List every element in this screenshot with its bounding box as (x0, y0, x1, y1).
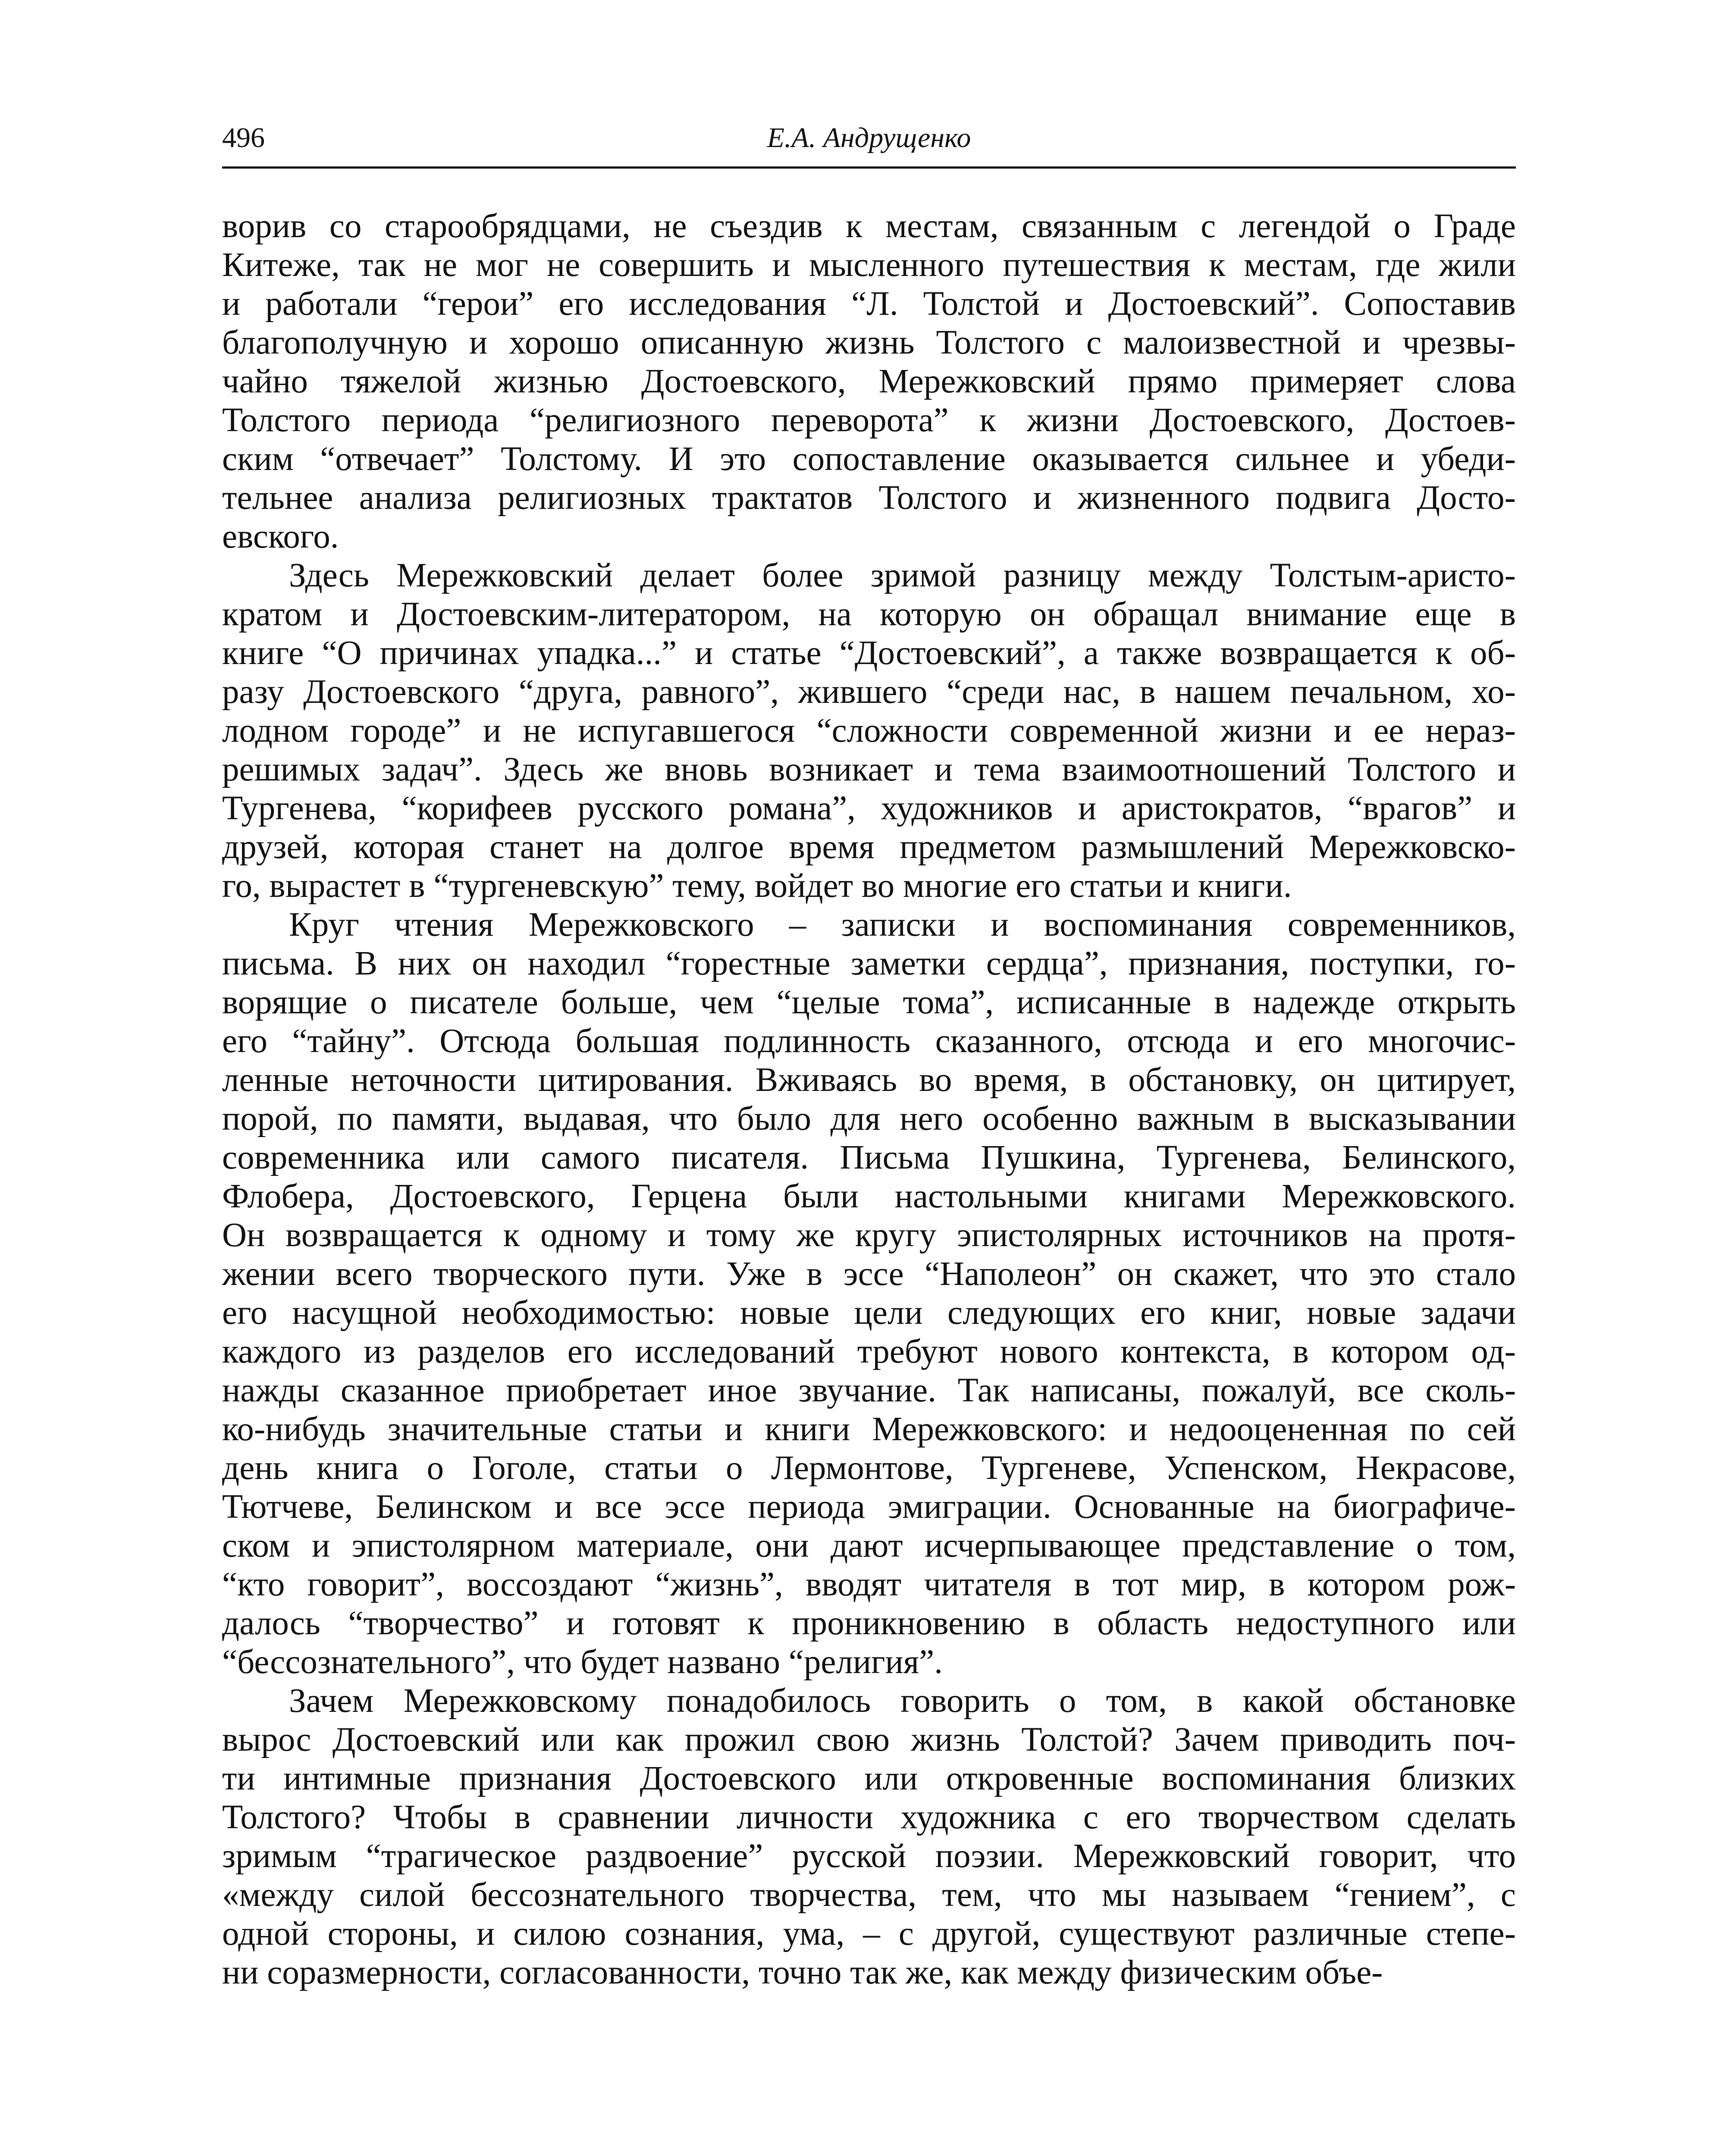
text-line: евского. (222, 518, 339, 555)
text-line: чайно тяжелой жизнью Достоевского, Мережковский прямо примеряет слова (222, 363, 1516, 400)
text-line: Толстого периода “религиозного переворота” к жизни Достоевского, Достоев- (222, 401, 1516, 439)
text-line: зримым “трагическое раздвоение” русской поэзии. Мережковский говорит, что (222, 1837, 1516, 1875)
text-line: Тютчеве, Белинском и все эссе периода эмиграции. Основанные на биографиче- (222, 1488, 1516, 1526)
text-line: разу Достоевского “друга, равного”, жившего “среди нас, в нашем печальном, хо- (222, 673, 1516, 711)
header-rule (222, 166, 1516, 169)
running-head (222, 116, 1516, 160)
text-line: ском и эпистолярном материале, они дают исчерпывающее представление о том, (222, 1527, 1516, 1564)
text-line: Он возвращается к одному и тому же кругу эпистолярных источников на протя- (222, 1216, 1516, 1254)
text-line: ти интимные признания Достоевского или откровенные воспоминания близких (222, 1760, 1516, 1797)
text-line: ским “отвечает” Толстому. И это сопоставление оказывается сильнее и убеди- (222, 440, 1516, 478)
text-line: нажды сказанное приобретает иное звучание. Так написаны, пожалуй, все сколь- (222, 1372, 1516, 1409)
text-line: лодном городе” и не испугавшегося “сложности современной жизни и ее нераз- (222, 712, 1516, 749)
text-line: “бессознательного”, что будет названо “религия”. (222, 1643, 943, 1681)
text-line: друзей, которая станет на долгое время предметом размышлений Мережковско- (222, 828, 1516, 866)
text-line: Зачем Мережковскому понадобилось говорить о том, в какой обстановке (289, 1682, 1516, 1720)
paragraph (222, 906, 1516, 1682)
text-line: книге “О причинах упадка...” и статье “Достоевский”, а также возвращается к об- (222, 634, 1516, 672)
text-line: и работали “герои” его исследования “Л. Толстой и Достоевский”. Сопоставив (222, 285, 1516, 323)
text-line: вырос Достоевский или как прожил свою жизнь Толстой? Зачем приводить поч- (222, 1721, 1516, 1758)
paragraph (222, 556, 1516, 906)
text-line: кратом и Достоевским-литератором, на которую он обращал внимание еще в (222, 595, 1516, 633)
text-line: Тургенева, “корифеев русского романа”, художников и аристократов, “врагов” и (222, 790, 1516, 827)
text-line: Круг чтения Мережковского – записки и воспоминания современников, (289, 906, 1516, 943)
text-line: современника или самого писателя. Письма Пушкина, Тургенева, Белинского, (222, 1139, 1516, 1176)
text-line: порой, по памяти, выдавая, что было для него особенно важным в высказывании (222, 1100, 1516, 1138)
text-line: го, вырастет в “тургеневскую” тему, войдет во многие его статьи и книги. (222, 867, 1292, 905)
paragraph (222, 1682, 1516, 1992)
text-line: Китеже, так не мог не совершить и мысленного путешествия к местам, где жили (222, 246, 1516, 284)
text-line: ворящие о писателе больше, чем “целые тома”, исписанные в надежде открыть (222, 984, 1516, 1021)
text-line: Толстого? Чтобы в сравнении личности художника с его творчеством сделать (222, 1799, 1516, 1836)
body-text (222, 207, 1516, 1992)
page-number: 496 (222, 122, 265, 154)
text-line: одной стороны, и силою сознания, ума, – с другой, существуют различные степе- (222, 1915, 1516, 1952)
text-line: его “тайну”. Отсюда большая подлинность сказанного, отсюда и его многочис- (222, 1022, 1516, 1060)
text-line: решимых задач”. Здесь же вновь возникает и тема взаимоотношений Толстого и (222, 751, 1516, 788)
text-line: “кто говорит”, воссоздают “жизнь”, вводят читателя в тот мир, в котором рож- (222, 1566, 1516, 1603)
text-line: ни соразмерности, согласованности, точно так же, как между физическим объе- (222, 1954, 1383, 1991)
text-line: благополучную и хорошо описанную жизнь Толстого с малоизвестной и чрезвы- (222, 324, 1516, 361)
text-line: день книга о Гоголе, статьи о Лермонтове, Тургеневе, Успенском, Некрасове, (222, 1449, 1516, 1487)
text-line: далось “творчество” и готовят к проникновению в область недоступного или (222, 1604, 1516, 1642)
paragraph (222, 207, 1516, 556)
running-title: Е.А. Андрущенко (767, 122, 971, 154)
text-line: его насущной необходимостью: новые цели следующих его книг, новые задачи (222, 1294, 1516, 1332)
text-line: жении всего творческого пути. Уже в эссе “Наполеон” он скажет, что это стало (222, 1255, 1516, 1293)
text-line: ленные неточности цитирования. Вживаясь во время, в обстановку, он цитирует, (222, 1061, 1516, 1099)
text-line: Здесь Мережковский делает более зримой разницу между Толстым-аристо- (289, 557, 1516, 594)
text-line: тельнее анализа религиозных трактатов Толстого и жизненного подвига Досто- (222, 479, 1516, 517)
text-line: ворив со старообрядцами, не съездив к местам, связанным с легендой о Граде (222, 207, 1516, 245)
text-line: каждого из разделов его исследований требуют нового контекста, в котором од- (222, 1333, 1516, 1370)
text-line: «между силой бессознательного творчества, тем, что мы называем “гением”, с (222, 1876, 1516, 1914)
text-line: ко-нибудь значительные статьи и книги Мережковского: и недооцененная по сей (222, 1410, 1516, 1448)
text-line: Флобера, Достоевского, Герцена были настольными книгами Мережковского. (222, 1178, 1516, 1215)
text-line: письма. В них он находил “горестные заметки сердца”, признания, поступки, го- (222, 945, 1516, 982)
